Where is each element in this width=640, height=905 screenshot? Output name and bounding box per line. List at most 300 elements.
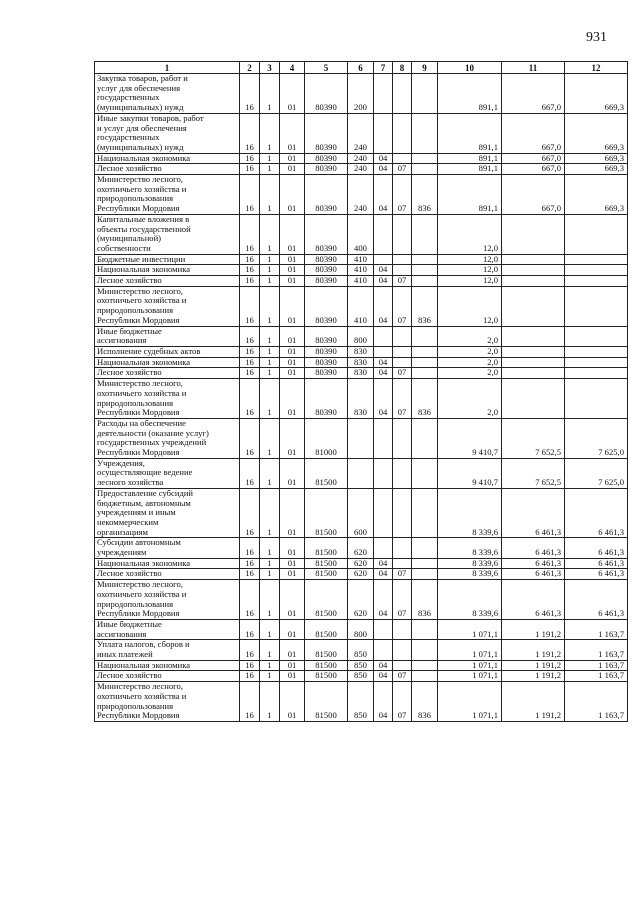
code-cell: 01 (280, 254, 305, 265)
code-cell: 16 (240, 660, 260, 671)
amount-cell (565, 379, 628, 419)
code-cell: 01 (280, 671, 305, 682)
code-cell: 16 (240, 214, 260, 254)
code-cell: 01 (280, 175, 305, 215)
code-cell (412, 153, 438, 164)
code-cell: 01 (280, 488, 305, 538)
code-cell: 80390 (305, 265, 348, 276)
row-name-cell: Исполнение судебных актов (95, 346, 240, 357)
code-cell: 410 (348, 265, 374, 276)
row-name-cell: Лесное хозяйство (95, 276, 240, 287)
code-cell (393, 214, 412, 254)
row-name-cell: Министерство лесного, охотничьего хозяйства и природопользования Республики Мордовия (95, 379, 240, 419)
column-header-9: 9 (412, 62, 438, 74)
code-cell: 07 (393, 164, 412, 175)
code-cell: 01 (280, 74, 305, 114)
code-cell: 16 (240, 368, 260, 379)
row-name-cell: Капитальные вложения в объекты государственной (муниципальной) собственности (95, 214, 240, 254)
row-name-cell: Иные закупки товаров, работ и услуг для обеспечения государственных (муниципальных) нужд (95, 113, 240, 153)
code-cell: 1 (260, 379, 280, 419)
row-name-cell: Министерство лесного, охотничьего хозяйства и природопользования Республики Мордовия (95, 286, 240, 326)
column-header-8: 8 (393, 62, 412, 74)
code-cell: 04 (374, 286, 393, 326)
table-row (95, 214, 628, 254)
code-cell (393, 488, 412, 538)
code-cell (412, 368, 438, 379)
table-row (95, 580, 628, 620)
amount-cell (502, 286, 565, 326)
amount-cell (565, 346, 628, 357)
amount-cell: 8 339,6 (438, 580, 502, 620)
amount-cell: 1 163,7 (565, 640, 628, 660)
code-cell: 16 (240, 569, 260, 580)
code-cell: 240 (348, 153, 374, 164)
table-row (95, 265, 628, 276)
table-row (95, 640, 628, 660)
code-cell (374, 74, 393, 114)
code-cell: 01 (280, 326, 305, 346)
code-cell: 80390 (305, 254, 348, 265)
code-cell: 04 (374, 153, 393, 164)
code-cell: 240 (348, 164, 374, 175)
code-cell: 16 (240, 74, 260, 114)
amount-cell: 1 071,1 (438, 640, 502, 660)
table-row (95, 175, 628, 215)
code-cell: 620 (348, 569, 374, 580)
code-cell: 81500 (305, 619, 348, 639)
code-cell: 16 (240, 265, 260, 276)
code-cell (393, 265, 412, 276)
code-cell (393, 660, 412, 671)
code-cell (412, 113, 438, 153)
code-cell: 410 (348, 276, 374, 287)
code-cell: 04 (374, 265, 393, 276)
code-cell: 1 (260, 368, 280, 379)
amount-cell: 6 461,3 (502, 558, 565, 569)
column-header-2: 2 (240, 62, 260, 74)
code-cell (374, 418, 393, 458)
amount-cell: 8 339,6 (438, 569, 502, 580)
code-cell: 1 (260, 640, 280, 660)
code-cell: 16 (240, 346, 260, 357)
code-cell: 01 (280, 682, 305, 722)
budget-table (94, 61, 628, 722)
table-row (95, 619, 628, 639)
code-cell (393, 153, 412, 164)
table-row (95, 671, 628, 682)
code-cell: 04 (374, 164, 393, 175)
code-cell: 1 (260, 558, 280, 569)
amount-cell: 7 652,5 (502, 458, 565, 488)
code-cell: 07 (393, 276, 412, 287)
code-cell: 836 (412, 379, 438, 419)
code-cell: 16 (240, 580, 260, 620)
amount-cell: 9 410,7 (438, 458, 502, 488)
amount-cell: 12,0 (438, 214, 502, 254)
code-cell: 800 (348, 619, 374, 639)
amount-cell: 1 191,2 (502, 660, 565, 671)
amount-cell: 669,3 (565, 153, 628, 164)
amount-cell (502, 379, 565, 419)
amount-cell (502, 357, 565, 368)
code-cell (393, 619, 412, 639)
code-cell: 01 (280, 569, 305, 580)
amount-cell: 2,0 (438, 368, 502, 379)
amount-cell (565, 357, 628, 368)
table-row (95, 368, 628, 379)
code-cell: 07 (393, 368, 412, 379)
amount-cell: 1 071,1 (438, 660, 502, 671)
amount-cell: 669,3 (565, 164, 628, 175)
column-header-7: 7 (374, 62, 393, 74)
table-row (95, 418, 628, 458)
code-cell (412, 254, 438, 265)
code-cell: 240 (348, 113, 374, 153)
amount-cell: 667,0 (502, 74, 565, 114)
code-cell: 01 (280, 458, 305, 488)
code-cell (374, 488, 393, 538)
amount-cell: 891,1 (438, 153, 502, 164)
code-cell: 16 (240, 619, 260, 639)
row-name-cell: Лесное хозяйство (95, 671, 240, 682)
amount-cell: 667,0 (502, 153, 565, 164)
code-cell: 1 (260, 74, 280, 114)
row-name-cell: Министерство лесного, охотничьего хозяйства и природопользования Республики Мордовия (95, 580, 240, 620)
code-cell: 07 (393, 286, 412, 326)
code-cell: 81500 (305, 640, 348, 660)
amount-cell: 9 410,7 (438, 418, 502, 458)
code-cell: 830 (348, 368, 374, 379)
amount-cell: 1 163,7 (565, 671, 628, 682)
table-row (95, 569, 628, 580)
row-name-cell: Бюджетные инвестиции (95, 254, 240, 265)
code-cell: 1 (260, 113, 280, 153)
code-cell (412, 640, 438, 660)
code-cell: 80390 (305, 357, 348, 368)
amount-cell: 669,3 (565, 74, 628, 114)
code-cell: 600 (348, 488, 374, 538)
code-cell (374, 113, 393, 153)
amount-cell (502, 346, 565, 357)
code-cell: 1 (260, 153, 280, 164)
code-cell (412, 538, 438, 558)
table-row (95, 286, 628, 326)
code-cell: 80390 (305, 286, 348, 326)
code-cell: 80390 (305, 379, 348, 419)
table-row (95, 254, 628, 265)
amount-cell: 891,1 (438, 113, 502, 153)
amount-cell: 1 191,2 (502, 671, 565, 682)
amount-cell (502, 214, 565, 254)
code-cell (412, 558, 438, 569)
row-name-cell: Закупка товаров, работ и услуг для обеспечения государственных (муниципальных) нужд (95, 74, 240, 114)
code-cell: 01 (280, 379, 305, 419)
code-cell: 16 (240, 538, 260, 558)
row-name-cell: Национальная экономика (95, 660, 240, 671)
code-cell: 850 (348, 671, 374, 682)
code-cell: 1 (260, 164, 280, 175)
amount-cell (565, 265, 628, 276)
code-cell: 1 (260, 682, 280, 722)
code-cell (412, 326, 438, 346)
code-cell (412, 276, 438, 287)
code-cell: 01 (280, 660, 305, 671)
code-cell: 07 (393, 580, 412, 620)
amount-cell (502, 368, 565, 379)
code-cell (393, 558, 412, 569)
code-cell: 410 (348, 286, 374, 326)
code-cell: 80390 (305, 153, 348, 164)
amount-cell (502, 254, 565, 265)
code-cell (348, 418, 374, 458)
amount-cell: 7 652,5 (502, 418, 565, 458)
amount-cell: 1 191,2 (502, 619, 565, 639)
code-cell (374, 640, 393, 660)
amount-cell (565, 286, 628, 326)
code-cell: 16 (240, 488, 260, 538)
code-cell: 80390 (305, 74, 348, 114)
code-cell: 1 (260, 458, 280, 488)
code-cell: 07 (393, 569, 412, 580)
row-name-cell: Национальная экономика (95, 153, 240, 164)
code-cell (374, 458, 393, 488)
code-cell: 1 (260, 265, 280, 276)
code-cell: 16 (240, 326, 260, 346)
code-cell: 81000 (305, 418, 348, 458)
row-name-cell: Субсидии автономным учреждениям (95, 538, 240, 558)
code-cell: 836 (412, 175, 438, 215)
code-cell (412, 357, 438, 368)
amount-cell: 12,0 (438, 254, 502, 265)
amount-cell: 1 071,1 (438, 619, 502, 639)
code-cell: 620 (348, 580, 374, 620)
code-cell: 07 (393, 682, 412, 722)
code-cell: 16 (240, 276, 260, 287)
row-name-cell: Национальная экономика (95, 558, 240, 569)
code-cell (374, 254, 393, 265)
amount-cell: 2,0 (438, 357, 502, 368)
column-header-5: 5 (305, 62, 348, 74)
amount-cell: 8 339,6 (438, 538, 502, 558)
table-row (95, 74, 628, 114)
amount-cell: 6 461,3 (502, 488, 565, 538)
code-cell: 04 (374, 580, 393, 620)
amount-cell: 6 461,3 (565, 488, 628, 538)
table-row (95, 488, 628, 538)
code-cell: 01 (280, 113, 305, 153)
code-cell: 01 (280, 276, 305, 287)
code-cell (393, 346, 412, 357)
code-cell: 81500 (305, 558, 348, 569)
code-cell: 01 (280, 357, 305, 368)
table-row (95, 379, 628, 419)
code-cell: 1 (260, 346, 280, 357)
code-cell: 830 (348, 357, 374, 368)
amount-cell (502, 265, 565, 276)
amount-cell: 669,3 (565, 113, 628, 153)
amount-cell (565, 214, 628, 254)
code-cell: 01 (280, 418, 305, 458)
amount-cell: 6 461,3 (502, 538, 565, 558)
code-cell: 1 (260, 276, 280, 287)
table-row (95, 113, 628, 153)
row-name-cell: Министерство лесного, охотничьего хозяйства и природопользования Республики Мордовия (95, 175, 240, 215)
page-number: 931 (586, 30, 607, 45)
code-cell: 836 (412, 682, 438, 722)
code-cell (393, 640, 412, 660)
row-name-cell: Лесное хозяйство (95, 569, 240, 580)
amount-cell (565, 368, 628, 379)
table-row (95, 458, 628, 488)
table-body (95, 74, 628, 722)
code-cell: 200 (348, 74, 374, 114)
table-row (95, 682, 628, 722)
column-header-11: 11 (502, 62, 565, 74)
code-cell (412, 458, 438, 488)
code-cell: 81500 (305, 569, 348, 580)
code-cell: 1 (260, 357, 280, 368)
code-cell: 80390 (305, 276, 348, 287)
code-cell: 01 (280, 153, 305, 164)
code-cell (393, 113, 412, 153)
code-cell: 400 (348, 214, 374, 254)
code-cell: 16 (240, 458, 260, 488)
amount-cell (565, 276, 628, 287)
code-cell: 1 (260, 538, 280, 558)
code-cell: 800 (348, 326, 374, 346)
code-cell: 81500 (305, 538, 348, 558)
table-row (95, 357, 628, 368)
code-cell (412, 418, 438, 458)
code-cell: 04 (374, 276, 393, 287)
code-cell: 620 (348, 538, 374, 558)
amount-cell: 7 625,0 (565, 458, 628, 488)
code-cell: 16 (240, 682, 260, 722)
code-cell: 04 (374, 682, 393, 722)
code-cell: 07 (393, 175, 412, 215)
row-name-cell: Иные бюджетные ассигнования (95, 619, 240, 639)
amount-cell: 1 071,1 (438, 671, 502, 682)
code-cell (412, 569, 438, 580)
amount-cell (565, 254, 628, 265)
row-name-cell: Предоставление субсидий бюджетным, автономным учреждениям и иным некоммерческим организациям (95, 488, 240, 538)
row-name-cell: Лесное хозяйство (95, 368, 240, 379)
code-cell: 16 (240, 286, 260, 326)
table-row (95, 276, 628, 287)
code-cell: 850 (348, 682, 374, 722)
code-cell: 1 (260, 660, 280, 671)
code-cell: 07 (393, 379, 412, 419)
amount-cell: 1 071,1 (438, 682, 502, 722)
amount-cell: 6 461,3 (565, 538, 628, 558)
code-cell: 1 (260, 326, 280, 346)
table-row (95, 538, 628, 558)
code-cell: 1 (260, 671, 280, 682)
code-cell (412, 660, 438, 671)
code-cell: 01 (280, 346, 305, 357)
code-cell: 16 (240, 558, 260, 569)
code-cell: 01 (280, 286, 305, 326)
code-cell (412, 488, 438, 538)
code-cell: 80390 (305, 346, 348, 357)
code-cell: 01 (280, 619, 305, 639)
code-cell (374, 619, 393, 639)
code-cell: 620 (348, 558, 374, 569)
table-row (95, 660, 628, 671)
code-cell: 850 (348, 640, 374, 660)
table-row (95, 346, 628, 357)
code-cell (393, 538, 412, 558)
amount-cell: 891,1 (438, 74, 502, 114)
code-cell: 1 (260, 580, 280, 620)
row-name-cell: Национальная экономика (95, 265, 240, 276)
code-cell: 16 (240, 640, 260, 660)
column-header-3: 3 (260, 62, 280, 74)
code-cell: 836 (412, 286, 438, 326)
amount-cell: 667,0 (502, 175, 565, 215)
code-cell: 1 (260, 619, 280, 639)
row-name-cell: Уплата налогов, сборов и иных платежей (95, 640, 240, 660)
amount-cell: 12,0 (438, 286, 502, 326)
row-name-cell: Министерство лесного, охотничьего хозяйства и природопользования Республики Мордовия (95, 682, 240, 722)
amount-cell: 1 191,2 (502, 682, 565, 722)
code-cell: 80390 (305, 214, 348, 254)
amount-cell: 6 461,3 (565, 558, 628, 569)
code-cell: 16 (240, 164, 260, 175)
row-name-cell: Учреждения, осуществляющие ведение лесного хозяйства (95, 458, 240, 488)
code-cell: 1 (260, 286, 280, 326)
code-cell: 04 (374, 558, 393, 569)
code-cell (412, 346, 438, 357)
code-cell: 04 (374, 379, 393, 419)
code-cell: 04 (374, 368, 393, 379)
amount-cell: 8 339,6 (438, 558, 502, 569)
code-cell: 81500 (305, 660, 348, 671)
code-cell: 80390 (305, 326, 348, 346)
code-cell: 01 (280, 640, 305, 660)
code-cell: 16 (240, 254, 260, 265)
amount-cell: 6 461,3 (502, 569, 565, 580)
table-row (95, 153, 628, 164)
code-cell: 81500 (305, 488, 348, 538)
amount-cell: 6 461,3 (565, 569, 628, 580)
code-cell: 80390 (305, 175, 348, 215)
code-cell: 01 (280, 164, 305, 175)
code-cell: 850 (348, 660, 374, 671)
amount-cell: 8 339,6 (438, 488, 502, 538)
code-cell (374, 214, 393, 254)
column-header-10: 10 (438, 62, 502, 74)
code-cell (374, 346, 393, 357)
code-cell (393, 357, 412, 368)
code-cell: 836 (412, 580, 438, 620)
code-cell (374, 538, 393, 558)
table-row (95, 326, 628, 346)
amount-cell: 1 163,7 (565, 660, 628, 671)
code-cell: 80390 (305, 368, 348, 379)
amount-cell: 6 461,3 (502, 580, 565, 620)
code-cell (412, 619, 438, 639)
code-cell: 16 (240, 357, 260, 368)
table-row (95, 558, 628, 569)
code-cell: 01 (280, 558, 305, 569)
code-cell: 1 (260, 214, 280, 254)
code-cell: 04 (374, 357, 393, 368)
amount-cell: 6 461,3 (565, 580, 628, 620)
code-cell: 1 (260, 254, 280, 265)
code-cell: 01 (280, 368, 305, 379)
code-cell: 240 (348, 175, 374, 215)
